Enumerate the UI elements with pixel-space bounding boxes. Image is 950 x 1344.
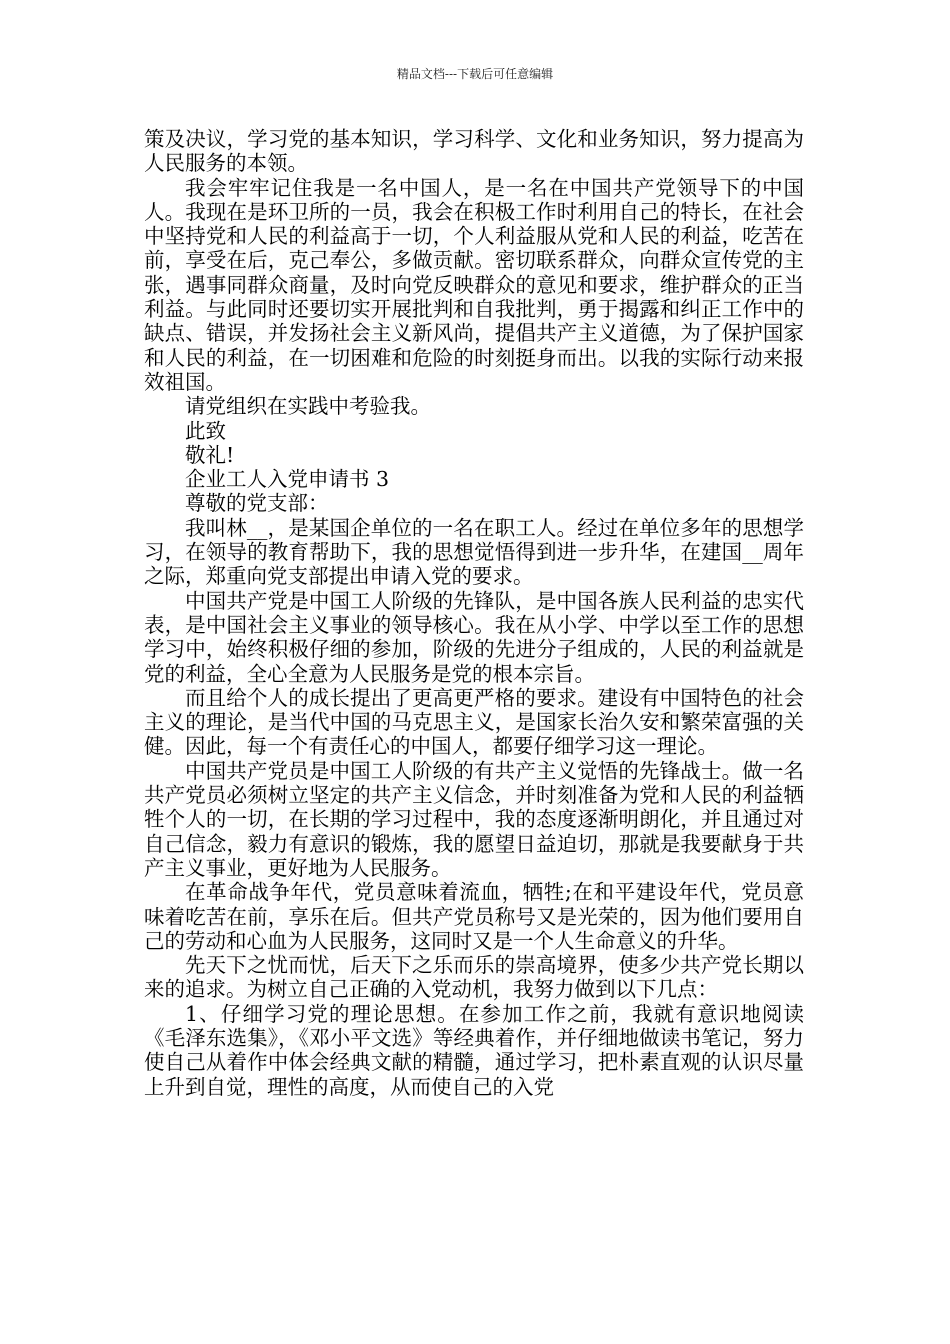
paragraph: 此致	[185, 418, 226, 443]
document-body	[144, 127, 804, 1099]
paragraph: 1、仔细学习党的理论思想。在参加工作之前，我就有意识地阅读《毛泽东选集》，《邓小平文选》等经典着作，并仔细地做读书笔记，努力使自己从着作中体会经典文献的精髓，通过学习，把朴素直观的认识尽量上升到自觉，理性的高度，从而使自己的入党	[144, 1001, 804, 1099]
paragraph: 先天下之忧而忧，后天下之乐而乐的崇高境界，使多少共产党长期以来的追求。为树立自己正确的入党动机，我努力做到以下几点：	[144, 953, 804, 1002]
paragraph: 企业工人入党申请书 3	[185, 467, 390, 492]
paragraph: 敬礼!	[185, 442, 235, 467]
paragraph: 我叫林__，是某国企单位的一名在职工人。经过在单位多年的思想学习，在领导的教育帮助下，我的思想觉悟得到进一步升华，在建国__周年之际，郑重向党支部提出申请入党的要求。	[144, 515, 804, 589]
paragraph: 中国共产党员是中国工人阶级的有共产主义觉悟的先锋战士。做一名共产党员必须树立坚定的共产主义信念，并时刻准备为党和人民的利益牺牲个人的一切，在长期的学习过程中，我的态度逐渐明朗化，并且通过对自己信念，毅力有意识的锻炼，我的愿望日益迫切，那就是我要献身于共产主义事业，更好地为人民服务。	[144, 758, 804, 880]
paragraph: 策及决议，学习党的基本知识，学习科学、文化和业务知识，努力提高为人民服务的本领。	[144, 127, 804, 176]
page-header: 精品文档---下载后可任意编辑	[396, 67, 554, 81]
paragraph: 在革命战争年代，党员意味着流血，牺牲;在和平建设年代，党员意味着吃苦在前，享乐在后。但共产党员称号又是光荣的，因为他们要用自己的劳动和心血为人民服务，这同时又是一个人生命意义的升华。	[144, 880, 804, 953]
paragraph: 尊敬的党支部：	[185, 491, 329, 516]
paragraph: 而且给个人的成长提出了更高更严格的要求。建设有中国特色的社会主义的理论，是当代中国的马克思主义，是国家长治久安和繁荣富强的关健。因此，每一个有责任心的中国人，都要仔细学习这一理论。	[144, 685, 804, 759]
paragraph: 请党组织在实践中考验我。	[185, 394, 431, 419]
paragraph: 中国共产党是中国工人阶级的先锋队，是中国各族人民利益的忠实代表，是中国社会主义事业的领导核心。我在从小学、中学以至工作的思想学习中，始终积极仔细的参加，阶级的先进分子组成的，人民的利益就是党的利益，全心全意为人民服务是党的根本宗旨。	[144, 588, 804, 686]
paragraph: 我会牢牢记住我是一名中国人，是一名在中国共产党领导下的中国人。我现在是环卫所的一员，我会在积极工作时利用自己的特长，在社会中坚持党和人民的利益高于一切，个人利益服从党和人民的利益，吃苦在前，享受在后，克己奉公，多做贡献。密切联系群众，向群众宣传党的主张，遇事同群众商量，及时向党反映群众的意见和要求，维护群众的正当利益。与此同时还要切实开展批判和自我批判，勇于揭露和纠正工作中的缺点、错误，并发扬社会主义新风尚，提倡共产主义道德，为了保护国家和人民的利益，在一切困难和危险的时刻挺身而出。以我的实际行动来报效祖国。	[144, 175, 804, 394]
